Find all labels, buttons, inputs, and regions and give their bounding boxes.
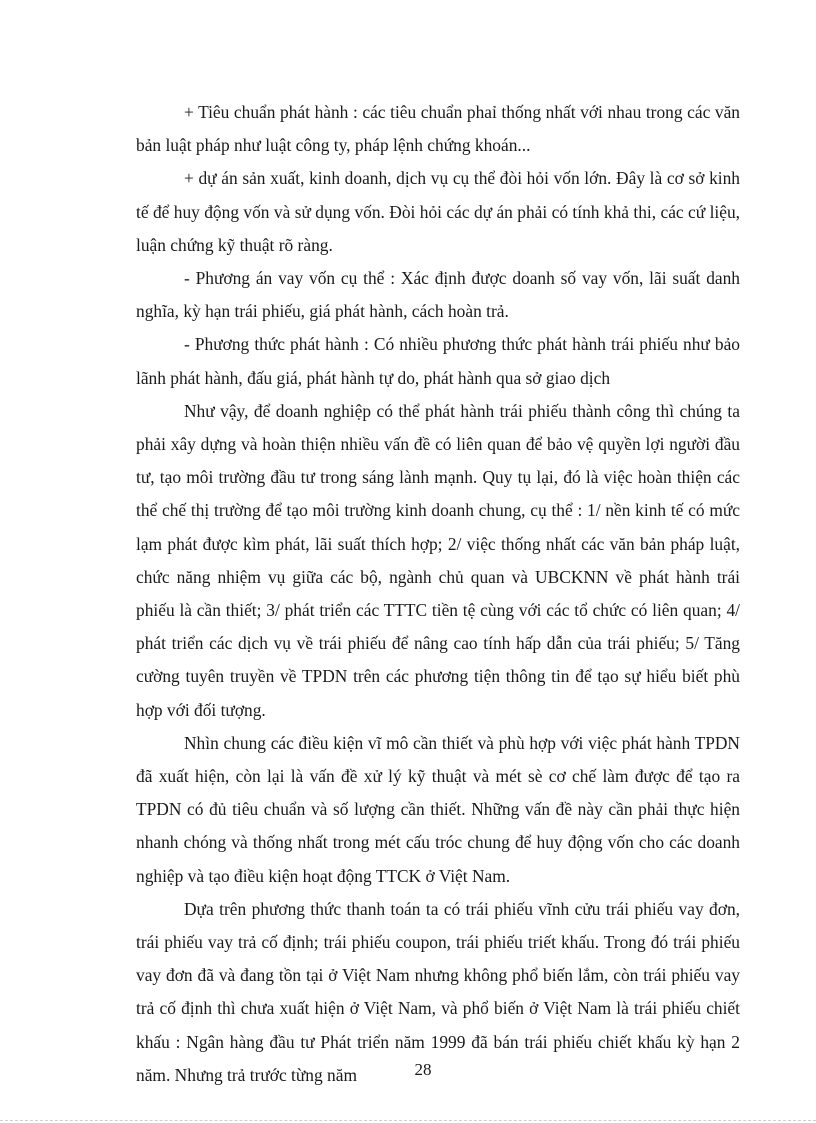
document-body — [136, 96, 740, 1092]
paragraph-issuance-methods: - Phương thức phát hành : Có nhiều phương thức phát hành trái phiếu như bảo lãnh phát hành, đấu giá, phát hành tự do, phát hành qua sở giao dịch — [136, 334, 740, 388]
paragraph-market-institutions: Như vậy, để doanh nghiệp có thể phát hành trái phiếu thành công thì chúng ta phải xây dựng và hoàn thiện nhiều vấn đề có liên quan để bảo vệ quyền lợi người đầu tư, tạo môi trường đầu tư trong sáng lành mạnh. Quy tụ lại, đó là việc hoàn thiện các thể chế thị trường để tạo môi trường kinh doanh chung, cụ thể : 1/ nền kinh tế có mức lạm phát được kìm phát, lãi suất thích hợp; 2/ việc thống nhất các văn bản pháp luật, chức năng nhiệm vụ giữa các bộ, ngành chủ quan và UBCKNN về phát hành trái phiếu là cần thiết; 3/ phát triển các TTTC tiền tệ cùng với các tổ chức có liên quan; 4/ phát triển các dịch vụ về trái phiếu để nâng cao tính hấp dẫn của trái phiếu; 5/ Tăng cường tuyên truyền về TPDN trên các phương tiện thông tin để tạo sự hiểu biết phù hợp với đối tượng. — [136, 400, 740, 720]
page-bottom-divider — [0, 1120, 816, 1121]
paragraph-macro-conditions: Nhìn chung các điều kiện vĩ mô cần thiết và phù hợp với việc phát hành TPDN đã xuất hiện, còn lại là vấn đề xử lý kỹ thuật và mét sè cơ chế làm được để tạo ra TPDN có đủ tiêu chuẩn và số lượng cần thiết. Những vấn đề này cần phải thực hiện nhanh chóng và thống nhất trong mét cấu tróc chung để huy động vốn cho các doanh nghiệp và tạo điều kiện hoạt động TTCK ở Việt Nam. — [136, 732, 740, 886]
paragraph-issuance-standards: + Tiêu chuẩn phát hành : các tiêu chuẩn phaỉ thống nhất với nhau trong các văn bản luật pháp như luật công ty, pháp lệnh chứng khoán... — [136, 102, 740, 156]
paragraph-investment-projects: + dự án sản xuất, kinh doanh, dịch vụ cụ thể đòi hỏi vốn lớn. Đây là cơ sở kinh tế để huy động vốn và sử dụng vốn. Đòi hỏi các dự án phải có tính khả thi, các cứ liệu, luận chứng kỹ thuật rõ ràng. — [136, 168, 740, 255]
paragraph-payment-methods: Dựa trên phương thức thanh toán ta có trái phiếu vĩnh cửu trái phiếu vay đơn, trái phiếu vay trả cố định; trái phiếu coupon, trái phiếu triết khấu. Trong đó trái phiếu vay đơn đã và đang tồn tại ở Việt Nam nhưng không phổ biến lắm, còn trái phiếu vay trả cố định thì chưa xuất hiện ở Việt Nam, và phổ biến ở Việt Nam là trái phiếu chiết khấu : Ngân hàng đầu tư Phát triển năm 1999 đã bán trái phiếu chiết khấu kỳ hạn 2 năm. Nhưng trả trước từng năm — [136, 898, 740, 1085]
page-number: 28 — [414, 1060, 432, 1079]
paragraph-borrowing-plan: - Phương án vay vốn cụ thể : Xác định được doanh số vay vốn, lãi suất danh nghĩa, kỳ hạn trái phiếu, giá phát hành, cách hoàn trả. — [136, 268, 740, 322]
